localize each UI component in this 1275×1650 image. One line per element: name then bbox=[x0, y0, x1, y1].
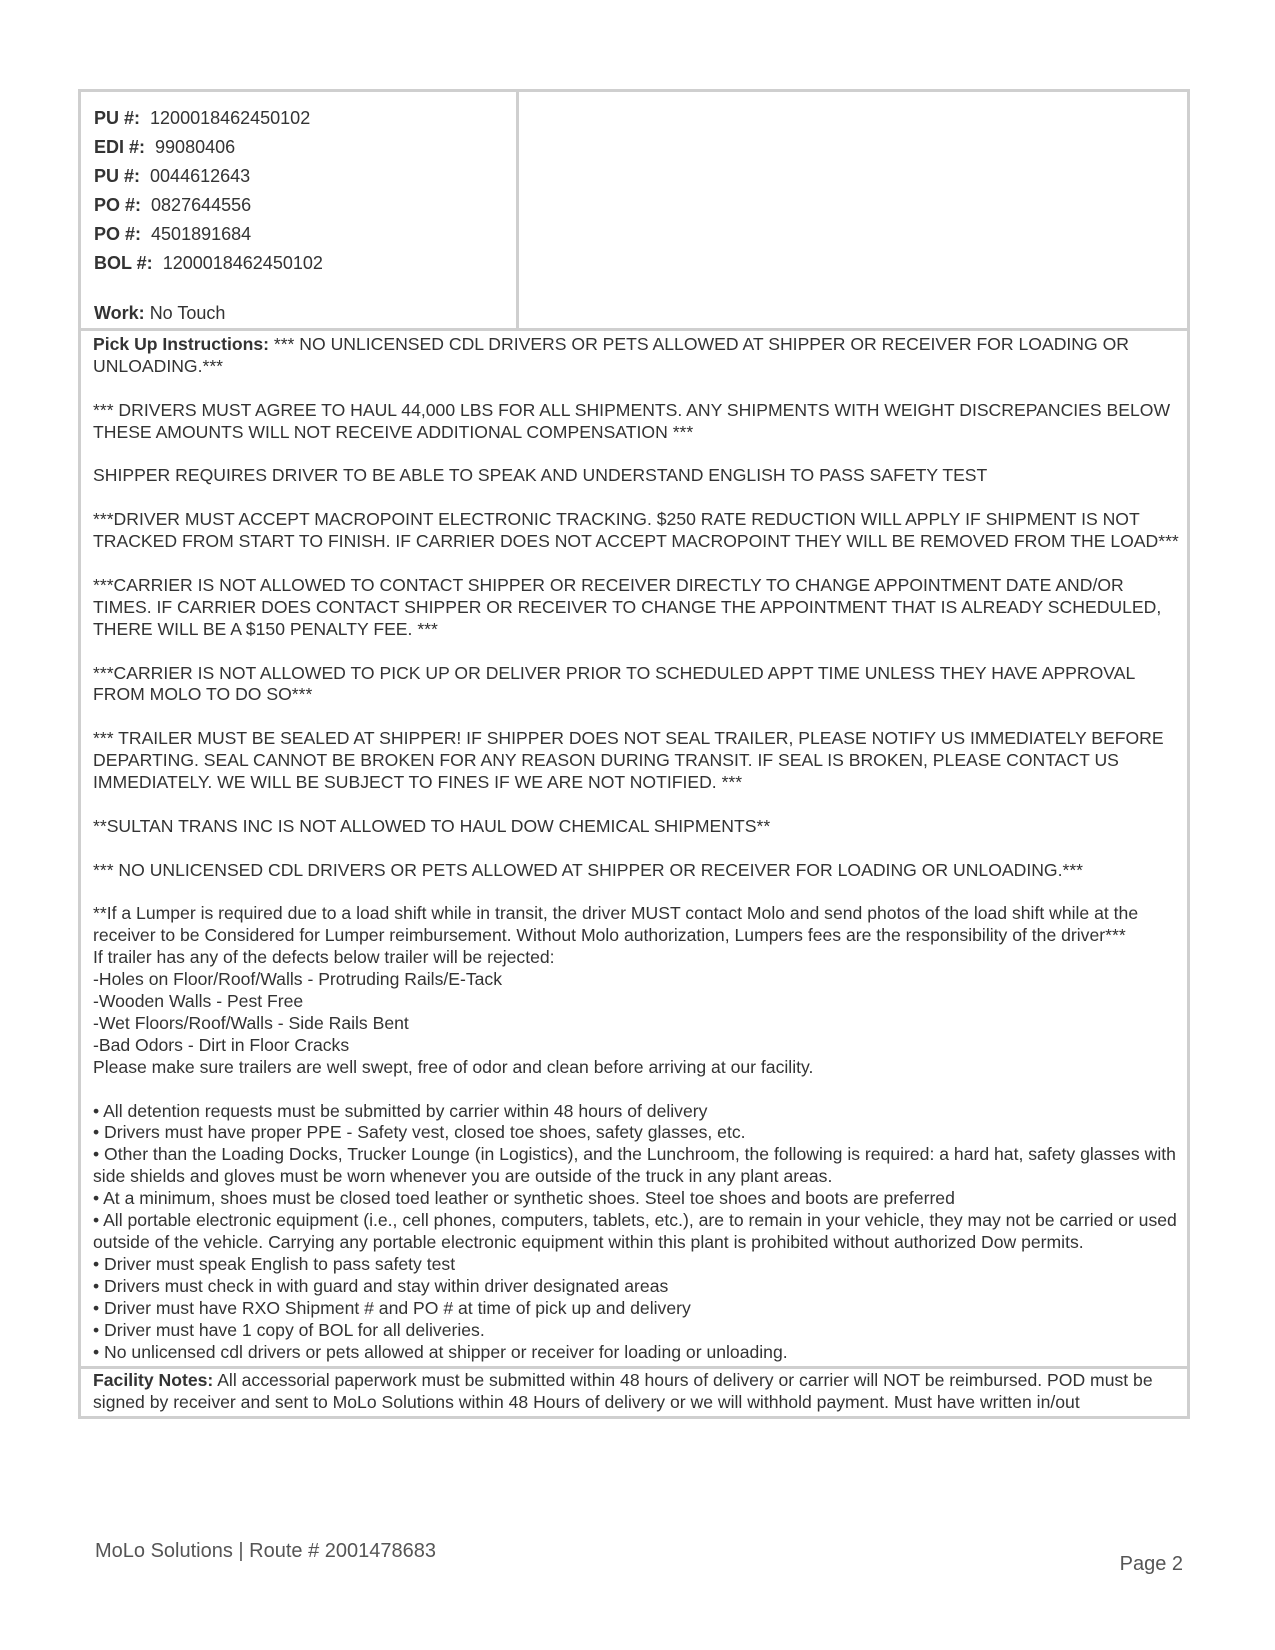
rule-bullet: • Drivers must check in with guard and stay within driver designated areas bbox=[93, 1275, 669, 1296]
defect-item: -Holes on Floor/Roof/Walls - Protruding Rails/E-Tack bbox=[93, 969, 503, 990]
footer-route: MoLo Solutions | Route # 2001478683 bbox=[95, 1540, 437, 1562]
ref-pu-number: PU #: 1200018462450102 bbox=[94, 108, 311, 128]
rule-bullet: • All portable electronic equipment (i.e., cell phones, computers, tablets, etc.), are to remain in your vehicle, they may not be carried or used outside of the vehicle. Carrying any portable electronic equipment within this plant is prohibited without authorized Dow permits. bbox=[93, 1210, 1177, 1252]
page-number: Page 2 bbox=[1119, 1553, 1183, 1575]
instruction-paragraph: *** TRAILER MUST BE SEALED AT SHIPPER! IF SHIPPER DOES NOT SEAL TRAILER, PLEASE NOTIFY US IMMEDIATELY BEFORE DEPARTING. SEAL CANNOT BE BROKEN FOR ANY REASON DURING TRANSIT. IF SEAL IS BROKEN, PLEASE CONTACT US IMMEDIATELY. WE WILL BE SUBJECT TO FINES IF WE ARE NOT NOTIFIED. *** bbox=[93, 728, 1164, 793]
ref-bol-number: BOL #: 1200018462450102 bbox=[94, 253, 323, 273]
reference-numbers-cell bbox=[81, 92, 519, 328]
work-type: Work: No Touch bbox=[94, 303, 226, 323]
instruction-paragraph: Pick Up Instructions: *** NO UNLICENSED CDL DRIVERS OR PETS ALLOWED AT SHIPPER OR RECEIVER FOR LOADING OR UNLOADING.*** bbox=[93, 334, 1129, 376]
load-details-table bbox=[78, 89, 1190, 1419]
rule-bullet: • Driver must speak English to pass safety test bbox=[93, 1253, 456, 1274]
ref-pu-number: PU #: 0044612643 bbox=[94, 166, 251, 186]
instruction-paragraph: ***CARRIER IS NOT ALLOWED TO PICK UP OR DELIVER PRIOR TO SCHEDULED APPT TIME UNLESS THEY HAVE APPROVAL FROM MOLO TO DO SO*** bbox=[93, 662, 1135, 705]
instruction-paragraph: ***DRIVER MUST ACCEPT MACROPOINT ELECTRONIC TRACKING. $250 RATE REDUCTION WILL APPLY IF SHIPMENT IS NOT TRACKED FROM START TO FINISH. IF CARRIER DOES NOT ACCEPT MACROPOINT THEY WILL BE REMOVED FROM THE LOAD*** bbox=[93, 509, 1179, 552]
lumper-note: **If a Lumper is required due to a load shift while in transit, the driver MUST contact Molo and send photos of the load shift while at the receiver to be Considered for Lumper reimbursement. Without Molo authorization, Lumpers fees are the responsibility of the driver*** bbox=[93, 903, 1139, 946]
defect-item: -Bad Odors - Dirt in Floor Cracks bbox=[93, 1034, 350, 1055]
instruction-paragraph: SHIPPER REQUIRES DRIVER TO BE ABLE TO SPEAK AND UNDERSTAND ENGLISH TO PASS SAFETY TEST bbox=[93, 465, 988, 486]
pickup-instructions bbox=[81, 331, 1187, 1369]
instruction-paragraph: ***CARRIER IS NOT ALLOWED TO CONTACT SHIPPER OR RECEIVER DIRECTLY TO CHANGE APPOINTMENT DATE AND/OR TIMES. IF CARRIER DOES CONTACT SHIPPER OR RECEIVER TO CHANGE THE APPOINTMENT THAT IS ALREADY SCHEDULED, THERE WILL BE A $150 PENALTY FEE. *** bbox=[93, 574, 1162, 639]
ref-po-number: PO #: 4501891684 bbox=[94, 224, 252, 244]
facility-notes: Facility Notes: All accessorial paperwork must be submitted within 48 hours of delivery or carrier will NOT be reimbursed. POD must be signed by receiver and sent to MoLo Solutions within 48 Hours of delivery or we will withhold payment. Must have written in/out bbox=[93, 1370, 1153, 1413]
rule-bullet: • Drivers must have proper PPE - Safety vest, closed toe shoes, safety glasses, etc. bbox=[93, 1122, 746, 1143]
rule-bullet: • All detention requests must be submitted by carrier within 48 hours of delivery bbox=[93, 1100, 708, 1121]
rule-bullet: • Driver must have 1 copy of BOL for all deliveries. bbox=[93, 1319, 485, 1340]
reference-row bbox=[81, 92, 1187, 331]
ref-edi-number: EDI #: 99080406 bbox=[94, 137, 236, 157]
rule-bullet: • No unlicensed cdl drivers or pets allowed at shipper or receiver for loading or unloading. bbox=[93, 1341, 788, 1362]
rule-bullet: • Driver must have RXO Shipment # and PO # at time of pick up and delivery bbox=[93, 1297, 691, 1318]
defect-item: -Wet Floors/Roof/Walls - Side Rails Bent bbox=[93, 1012, 409, 1033]
instruction-paragraph: *** NO UNLICENSED CDL DRIVERS OR PETS ALLOWED AT SHIPPER OR RECEIVER FOR LOADING OR UNLOADING.*** bbox=[93, 859, 1084, 880]
clean-trailer-note: Please make sure trailers are well swept, free of odor and clean before arriving at our facility. bbox=[93, 1056, 814, 1077]
empty-cell bbox=[519, 92, 1187, 328]
ref-po-number: PO #: 0827644556 bbox=[94, 195, 252, 215]
instruction-paragraph: *** DRIVERS MUST AGREE TO HAUL 44,000 LBS FOR ALL SHIPMENTS. ANY SHIPMENTS WITH WEIGHT DISCREPANCIES BELOW THESE AMOUNTS WILL NOT RECEIVE ADDITIONAL COMPENSATION *** bbox=[93, 399, 1171, 442]
defects-intro: If trailer has any of the defects below trailer will be rejected: bbox=[93, 947, 555, 968]
rule-bullet: • Other than the Loading Docks, Trucker Lounge (in Logistics), and the Lunchroom, the following is required: a hard hat, safety glasses with side shields and gloves must be worn whenever you are outside of the truck in any plant areas. bbox=[93, 1144, 1176, 1187]
instruction-paragraph: **SULTAN TRANS INC IS NOT ALLOWED TO HAUL DOW CHEMICAL SHIPMENTS** bbox=[93, 815, 771, 836]
defect-item: -Wooden Walls - Pest Free bbox=[93, 991, 304, 1012]
rule-bullet: • At a minimum, shoes must be closed toed leather or synthetic shoes. Steel toe shoes and boots are preferred bbox=[93, 1188, 955, 1209]
